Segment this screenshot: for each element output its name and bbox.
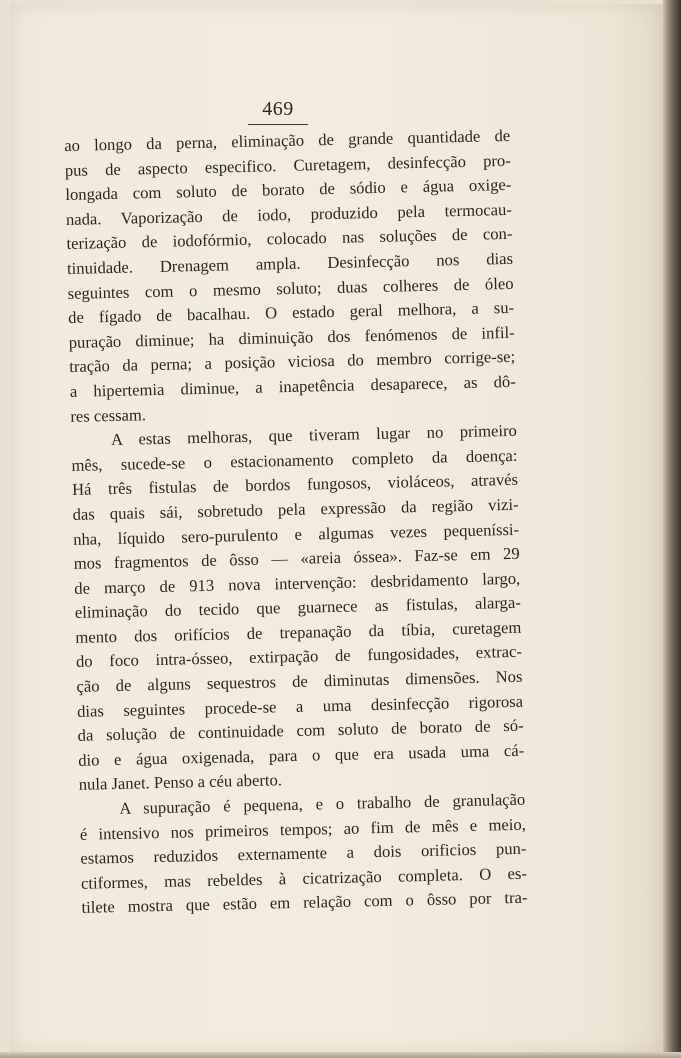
text-line: dio e água oxigenada, para o que era usada uma cá- [77, 740, 525, 770]
text-line: nada. Vaporização de iodo, produzido pela termocau- [65, 199, 513, 229]
text-line: estamos reduzidos externamente a dois orificios pun- [80, 838, 527, 869]
text-line: do foco intra-ósseo, extirpação de fungosidades, extrac- [75, 642, 523, 672]
text-line: puração diminue; ha diminuição dos fenómenos de infil- [68, 322, 515, 352]
page-bottom-edge [0, 1052, 681, 1058]
text-line: ctiformes, mas rebeldes à cicatrização completa. O es- [80, 863, 528, 893]
text-line: mento dos orifícios de trepanação da tíbia, curetagem [75, 617, 522, 647]
text-line: é intensivo nos primeiros tempos; ao fim de mês e meio, [79, 814, 526, 844]
page-number: 469 [262, 98, 294, 120]
text-line: tinuidade. Drenagem ampla. Desinfecção nos dias [66, 248, 514, 278]
text-line: tração da perna; a posição viciosa do membro corrige-se; [69, 347, 516, 377]
text-line: Há três fistulas de bordos fungosos, violáceos, através [71, 470, 519, 500]
page-edge-shadow [663, 0, 681, 1058]
text-line: dias seguintes procede-se a uma desinfecção rigorosa [76, 691, 524, 721]
text-line: eliminação do tecido que guarnece as fistulas, alarga- [74, 593, 521, 623]
text-line: tilete mostra que estão em relação com o ôsso por tra- [81, 888, 528, 918]
page-number-rule [248, 124, 308, 125]
text-line: nha, líquido sero-purulento e algumas vezes pequeníssi- [72, 519, 520, 549]
text-line: de fígado de bacalhau. O estado geral melhora, a su- [67, 297, 515, 328]
text-line: mês, sucede-se o estacionamento completo da doença: [71, 445, 518, 475]
text-line: longada com soluto de borato de sódio e água oxige- [65, 175, 512, 205]
text-line: A estas melhoras, que tiveram lugar no primeiro [110, 420, 518, 450]
text-line: pus de aspecto especifico. Curetagem, desinfecção pro- [64, 150, 511, 180]
text-line: A supuração é pequena, e o trabalho de granulação [119, 789, 526, 818]
text-line: das quais sái, sobretudo pela expressão da região vizi- [72, 494, 519, 524]
body-text [64, 124, 528, 921]
text-line: da solução de continuidade com soluto de borato de só- [77, 715, 524, 746]
text-line: mos fragmentos de ôsso — «areia óssea». Faz-se em 29 [73, 543, 520, 573]
text-line: res cessam. [70, 404, 147, 426]
text-line: de março de 913 nova intervenção: desbridamento largo, [74, 568, 521, 598]
text-line: ção de alguns sequestros de diminutas dimensões. Nos [76, 666, 523, 696]
text-line: a hipertemia diminue, a inapetência desaparece, as dô- [69, 371, 516, 401]
text-line: ao longo da perna, eliminação de grande quantidade de [64, 125, 511, 155]
text-line: nula Janet. Penso a céu aberto. [78, 770, 283, 795]
text-line: terização de iodofórmio, colocado nas soluções de con- [66, 224, 513, 254]
text-line: seguintes com o mesmo soluto; duas colheres de óleo [67, 273, 514, 303]
